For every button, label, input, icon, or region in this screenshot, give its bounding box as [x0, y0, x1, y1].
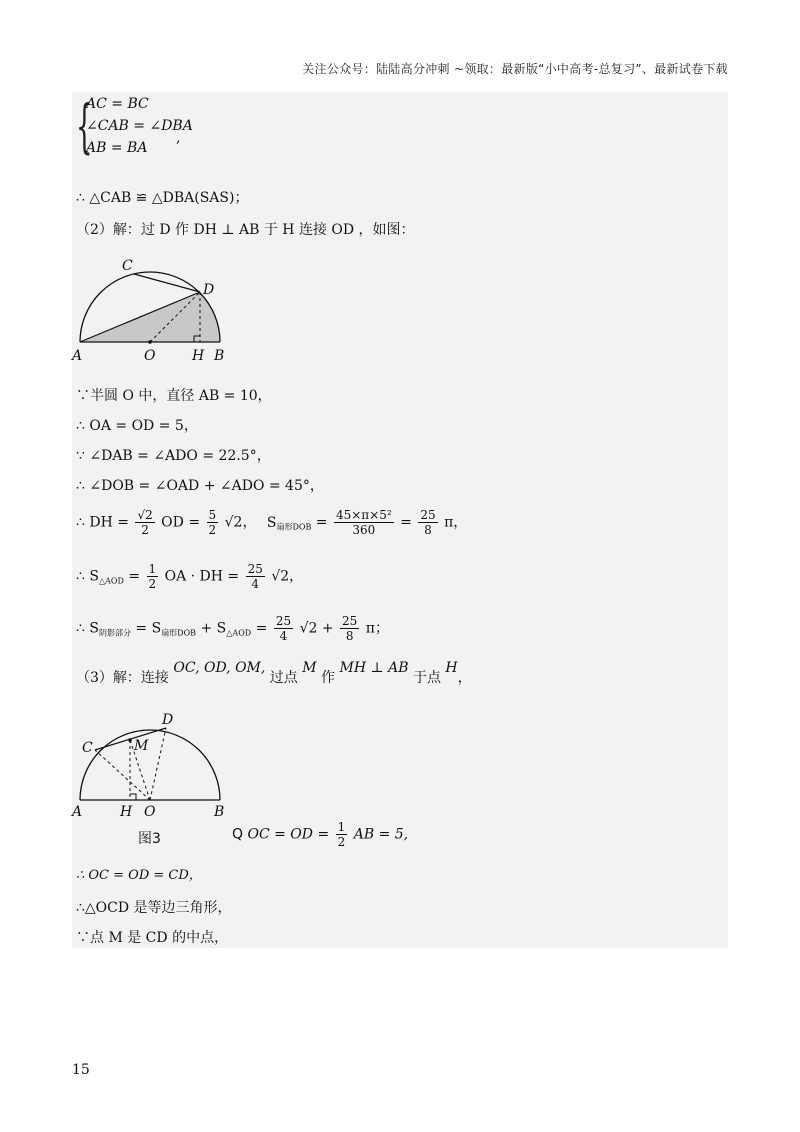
q-prefix: Q	[232, 826, 244, 843]
frac-5-over-2: $\frac{5}{2}$	[208, 508, 217, 537]
p3-c: 过点	[269, 670, 298, 686]
page-header: 关注公众号：陆陆高分冲刺 ~领取：最新版“小中高考-总复习”、最新试卷下载	[302, 62, 728, 76]
dh-line: ∴ DH = $\frac{√2}{2}$ OD = $\frac{5}{2}$ √2， $S_{扇形DOB}$ = $\frac{\text{45×π×5²}}{360}$ = $\frac{25}{8}$ π，	[76, 508, 468, 537]
oa-line: ∴ OA = OD = 5，	[76, 418, 198, 434]
shaded-area-line	[76, 614, 389, 644]
shade-sub2: 扇形DOB	[161, 628, 197, 638]
area-tail: √2，	[271, 568, 304, 585]
frac-1-over-2: $\frac{1}{2}$	[148, 562, 157, 591]
semicircle-arc-2	[80, 730, 220, 800]
segment-od-2	[150, 728, 166, 800]
shade-mid2: + S	[200, 620, 227, 637]
shade-pi: π；	[365, 620, 389, 637]
right-angle-mark-2	[130, 794, 136, 800]
sector-eq: =	[315, 514, 328, 531]
q-b: AB = 5,	[353, 826, 409, 843]
equilateral-line: ∴△OCD 是等边三角形，	[76, 900, 232, 916]
label-b: B	[214, 348, 225, 364]
label-d-2: D	[162, 712, 174, 728]
shade-eq: =	[255, 620, 268, 637]
label-a: A	[72, 348, 83, 364]
congruence-line: ∴ △CAB ≌ △DBA(SAS)；	[76, 190, 249, 206]
dh-sqrt2: √2	[224, 514, 243, 531]
sector-s: S	[266, 514, 277, 531]
system-row-2: ∠CAB = ∠DBA	[86, 118, 193, 134]
label-o: O	[144, 348, 156, 364]
label-c: C	[122, 258, 133, 274]
area-mid: OA · DH =	[164, 568, 240, 585]
page-number: 15	[72, 1062, 90, 1078]
label-c-2: C	[82, 740, 93, 756]
shade-sub: 阴影部分	[98, 628, 131, 638]
midpoint-line: ∵点 M 是 CD 的中点，	[76, 930, 229, 946]
p3-b: OC, OD, OM,	[173, 660, 266, 676]
system-trailing-comma: ,	[176, 130, 181, 146]
part2-intro: （2）解：过 D 作 DH ⊥ AB 于 H 连接 OD ，如图：	[76, 222, 415, 238]
label-o-2: O	[144, 804, 156, 820]
brace-icon: {	[76, 92, 93, 160]
label-d: D	[203, 282, 215, 298]
frac-25-over-4: $\frac{25}{4}$	[247, 562, 263, 591]
shade-sqrt: √2 +	[299, 620, 334, 637]
area-prefix: ∴ S	[76, 568, 99, 585]
shade-prefix: ∴ S	[76, 620, 99, 637]
sector-eq2: =	[400, 514, 412, 531]
label-m: M	[134, 738, 149, 754]
q-a: OC = OD =	[247, 826, 330, 843]
area-aod-line	[76, 562, 303, 592]
ocd-line: ∴ OC = OD = CD，	[76, 868, 202, 883]
frac-25-over-8: $\frac{25}{8}$	[420, 508, 436, 537]
q-line	[232, 820, 408, 849]
frac-sqrt2-over-2: $\frac{√2}{2}$	[137, 508, 153, 537]
shade-mid1: = S	[135, 620, 162, 637]
area-sub: △AOD	[98, 576, 124, 586]
figure-caption: 图3	[138, 831, 161, 847]
dh-od: OD =	[161, 514, 201, 531]
label-b-2: B	[214, 804, 225, 820]
system-row-3: AB = BA	[86, 140, 148, 156]
p3-a: （3）解：连接	[76, 670, 169, 686]
p3-g: 于点	[412, 670, 441, 686]
label-h-2: H	[120, 804, 133, 820]
frac-25-over-4-b: $\frac{25}{4}$	[275, 614, 292, 643]
area-eq: =	[128, 568, 141, 585]
frac-25-over-8-b: $\frac{25}{8}$	[342, 614, 358, 643]
shade-sub3: △AOD	[226, 628, 252, 638]
p3-f: MH ⊥ AB	[339, 660, 409, 676]
label-h: H	[192, 348, 205, 364]
dob-line: ∴ ∠DOB = ∠OAD + ∠ADO = 45°，	[76, 478, 324, 494]
p3-e: 作	[321, 670, 336, 686]
sector-pi: π，	[444, 514, 468, 531]
figure-2-semicircle	[70, 710, 240, 822]
center-point	[148, 340, 152, 344]
p3-h: H	[445, 660, 458, 676]
part3-intro	[76, 660, 472, 688]
figure-1-semicircle	[70, 252, 240, 370]
p3-i: ，	[457, 670, 472, 686]
dh-prefix: ∴ DH =	[76, 514, 129, 531]
system-row-1: AC = BC	[86, 96, 149, 112]
diameter-line: ∵半圆 O 中，直径 AB = 10，	[76, 388, 272, 404]
sector-sub: 扇形DOB	[276, 522, 312, 532]
frac-1-over-2-b: $\frac{1}{2}$	[337, 820, 346, 849]
frac-sector: $\frac{\text{45×π×5²}}{360}$	[335, 508, 392, 537]
dab-line: ∵ ∠DAB = ∠ADO = 22.5°，	[76, 448, 271, 464]
midpoint-m	[128, 738, 132, 742]
p3-d: M	[302, 660, 317, 676]
chord-cd	[134, 274, 200, 292]
label-a-2: A	[72, 804, 83, 820]
